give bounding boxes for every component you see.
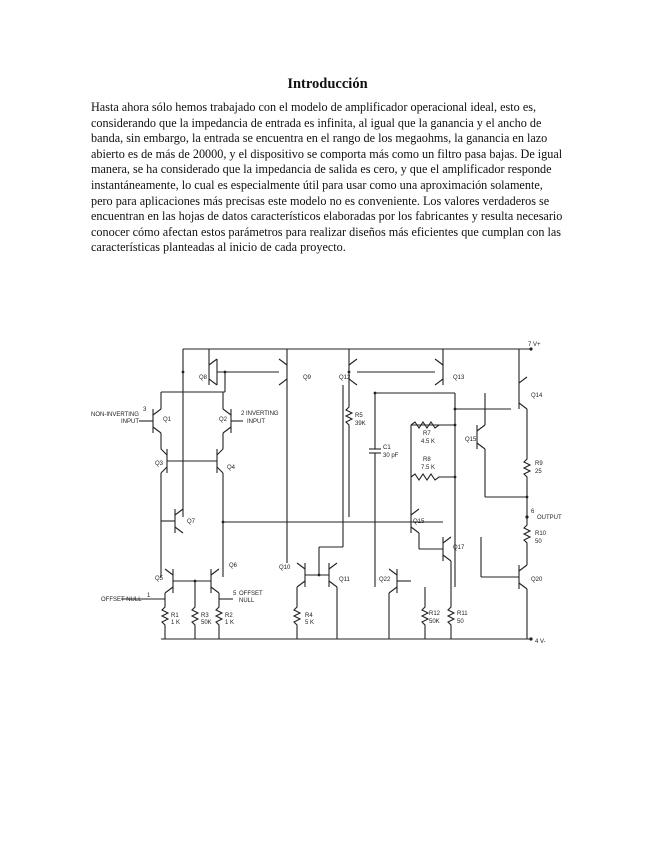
c1-label: C1 — [383, 445, 391, 451]
r5-label: R5 — [355, 413, 363, 419]
q15b-label: Q15 — [413, 519, 425, 525]
pin6-label: 6 — [531, 509, 535, 515]
q17-label: Q17 — [453, 545, 465, 551]
r4-label: R4 — [305, 613, 313, 619]
pin5-label: 5 — [233, 591, 237, 597]
op-amp-schematic — [91, 337, 565, 649]
r11-label: R11 — [457, 611, 468, 617]
q7-label: Q7 — [187, 519, 196, 525]
r12-value: 50K — [429, 619, 440, 625]
q1-label: Q1 — [163, 417, 172, 423]
q12-label: Q12 — [339, 375, 351, 381]
q10-label: Q10 — [279, 565, 291, 571]
r3-value: 50K — [201, 620, 212, 626]
pin3-label: 3 — [143, 407, 147, 413]
r11-value: 50 — [457, 619, 464, 625]
offset-null-left: OFFSET NULL — [101, 597, 142, 603]
intro-paragraph: Hasta ahora sólo hemos trabajado con el modelo de amplificador operacional ideal, esto es, considerando que la impedancia de entrada es infinita, al igual que la ganancia y el ancho de banda, sin embargo, la entrada se encuentra en el rango de los megaohms, la ganancia en lazo abierto es de más de 20000, y el dispositivo se comporta más como un filtro pasa bajas. De igual manera, se ha considerado que la impedancia de salida es cero, y que el amplificador responde instantáneamente, lo cual es especialmente útil para usar como una aproximación solamente, pero para aplicaciones más precisas este modelo no es conveniente. Los valores verdaderos se encuentran en las hojas de datos característicos elaboradas por los fabricantes y resulta necesario conocer cómo afectan estos parámetros para realizar diseños más eficientes que cumplan con las características planteadas al inicio de cada proyecto. — [91, 100, 563, 255]
offset-null-right: OFFSET — [239, 591, 263, 597]
q5-label: Q5 — [155, 576, 164, 582]
offset-null-right-2: NULL — [239, 598, 255, 604]
r2-label: R2 — [225, 613, 233, 619]
r7-label: R7 — [423, 431, 431, 437]
q2-label: Q2 — [219, 417, 228, 423]
r10-label: R10 — [535, 531, 547, 537]
q4-label: Q4 — [227, 465, 236, 471]
q9-label: Q9 — [303, 375, 312, 381]
r3-label: R3 — [201, 613, 209, 619]
r8-label: R8 — [423, 457, 431, 463]
r1-label: R1 — [171, 613, 179, 619]
noninv-label-2: INPUT — [121, 419, 139, 425]
r5-value: 39K — [355, 421, 366, 427]
c1-value: 30 pF — [383, 453, 399, 459]
r9-label: R9 — [535, 461, 543, 467]
q8-label: Q8 — [199, 375, 208, 381]
pin1-label: 1 — [147, 593, 151, 599]
noninv-label: NON-INVERTING — [91, 412, 139, 418]
q14-label: Q14 — [531, 393, 543, 399]
inv-label-2: INPUT — [247, 419, 265, 425]
vminus-label: 4 V- — [535, 639, 546, 645]
r12-label: R12 — [429, 611, 441, 617]
r1-value: 1 K — [171, 620, 181, 626]
r2-value: 1 K — [225, 620, 235, 626]
q3-label: Q3 — [155, 461, 164, 467]
r9-value: 25 — [535, 469, 542, 475]
q22-label: Q22 — [379, 577, 391, 583]
q15a-label: Q15 — [465, 437, 477, 443]
inv-label: 2 INVERTING — [241, 411, 279, 417]
r4-value: 5 K — [305, 620, 315, 626]
q13-label: Q13 — [453, 375, 465, 381]
r8-value: 7.5 K — [421, 465, 436, 471]
q6-label: Q6 — [229, 563, 238, 569]
r7-value: 4.5 K — [421, 439, 436, 445]
document-title: Introducción — [287, 76, 368, 92]
vplus-label: 7 V+ — [528, 342, 541, 348]
r10-value: 50 — [535, 539, 542, 545]
output-label: OUTPUT — [537, 515, 562, 521]
q11-label: Q11 — [339, 577, 350, 583]
q20-label: Q20 — [531, 577, 543, 583]
